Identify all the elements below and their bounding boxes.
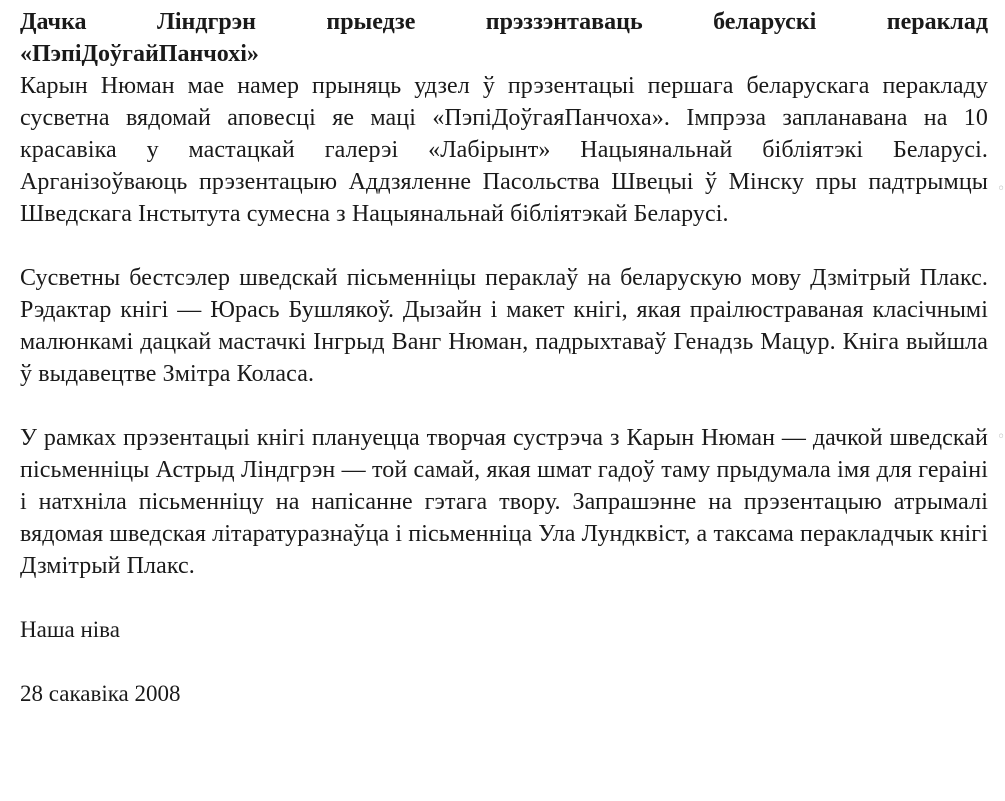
paragraph-spacer xyxy=(20,390,988,422)
paragraph-3: У рамках прэзентацыі кнігі плануецца творчая сустрэча з Карын Нюман — дачкой шведскай пісьменніцы Астрыд Ліндгрэн — той самай, якая шмат гадоў таму прыдумала імя для гераіні і натхніла пісьменніцу на напісанне гэтага твору. Запрашэнне на прэзентацыю атрымалі вядомая шведская літаратуразнаўца і пісьменніца Ула Лундквіст, а таксама перакладчык кнігі Дзмітрый Плакс. xyxy=(20,425,988,579)
publication-date: 28 сакавіка 2008 xyxy=(20,681,181,706)
document-page xyxy=(20,6,988,710)
paragraph-2: Сусветны бестсэлер шведскай пісьменніцы пераклаў на беларускую мову Дзмітрый Плакс. Рэдактар кнігі — Юрась Бушлякоў. Дызайн і макет кнігі, якая праілюстраваная класічнымі малюнкамі дацкай мастачкі Інгрыд Ванг Нюман, падрыхтаваў Генадзь Мацур. Кніга выйшла ў выдавецтве Змітра Коласа. xyxy=(20,265,988,387)
article-title-line-1: Дачка Ліндгрэн прыедзе прэззэнтаваць беларускі пераклад xyxy=(20,9,988,35)
paragraph-spacer xyxy=(20,582,988,614)
scan-artifact-icon: ◦ xyxy=(997,181,1005,197)
article-title-line-2: «ПэпіДоўгайПанчохі» xyxy=(20,41,259,67)
scan-artifact-icon: ◦ xyxy=(997,429,1005,445)
source-signature: Наша ніва xyxy=(20,617,120,642)
article-title xyxy=(20,6,988,70)
paragraph-spacer xyxy=(20,230,988,262)
paragraph-1: Карын Нюман мае намер прыняць удзел ў прэзентацыі першага беларускага перакладу сусветна вядомай аповесці яе маці «ПэпіДоўгаяПанчоха». Імпрэза запланавана на 10 красавіка у мастацкай галерэі «Лабірынт» Нацыянальнай бібліятэкі Беларусі. Арганізоўваюць прэзентацыю Аддзяленне Пасольства Швецыі ў Мінску пры падтрымцы Шведскага Інстытута сумесна з Нацыянальнай бібліятэкай Беларусі. xyxy=(20,73,988,227)
paragraph-spacer xyxy=(20,646,988,678)
